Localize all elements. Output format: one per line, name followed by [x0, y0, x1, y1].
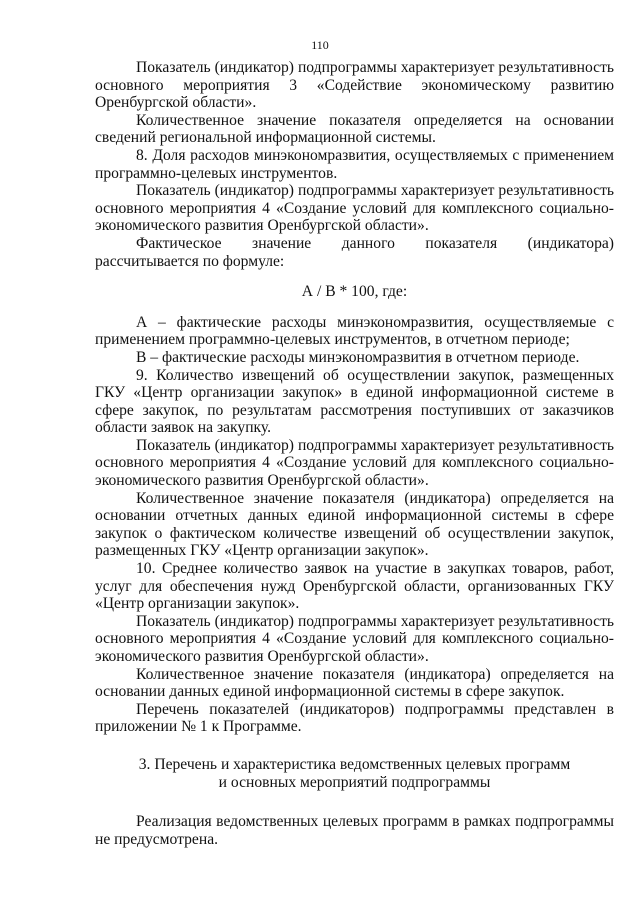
- paragraph: 10. Среднее количество заявок на участие в закупках товаров, работ, услуг для обеспечения нужд Оренбургской области, организованных ГКУ «Центр организации закупок».: [95, 560, 614, 613]
- paragraph: В – фактические расходы минэкономразвития в отчетном периоде.: [136, 348, 580, 366]
- section-heading-line: 3. Перечень и характеристика ведомственных целевых программ: [138, 755, 571, 773]
- paragraph: Перечень показателей (индикаторов) подпрограммы представлен в приложении № 1 к Программе.: [95, 700, 614, 736]
- formula: А / В * 100, где:: [301, 283, 408, 301]
- section-heading-line: и основных мероприятий подпрограммы: [218, 773, 491, 791]
- paragraph: Показатель (индикатор) подпрограммы характеризует результативность основного мероприятия 4 «Создание условий для комплексного социально-экономического развития Оренбургской области».: [95, 436, 614, 490]
- paragraph: 9. Количество извещений об осуществлении закупок, размещенных ГКУ «Центр организации закупок» в единой информационной системе в сфере закупок, по результатам рассмотрения поступивших от заказчиков области заявок на закупку.: [95, 366, 614, 437]
- paragraph: Количественное значение показателя (индикатора) определяется на основании данных единой информационной системы в сфере закупок.: [95, 665, 614, 701]
- page-number: 110: [311, 38, 329, 52]
- section-heading: [95, 756, 614, 791]
- paragraph: Количественное значение показателя определяется на основании сведений региональной информационной системы.: [95, 111, 614, 147]
- paragraph: Показатель (индикатор) подпрограммы характеризует результативность основного мероприятия 4 «Создание условий для комплексного социально-экономического развития Оренбургской области».: [95, 612, 614, 665]
- paragraph: Количественное значение показателя (индикатора) определяется на основании отчетных данных единой информационной системы в сфере закупок о фактическом количестве извещений об осуществлении закупок, размещенных ГКУ «Центр организации закупок».: [95, 489, 614, 560]
- paragraph: А – фактические расходы минэкономразвития, осуществляемые с применением программно-целевых инструментов, в отчетном периоде;: [95, 313, 614, 349]
- paragraph: Показатель (индикатор) подпрограммы характеризует результативность основного мероприятия 4 «Создание условий для комплексного социально-экономического развития Оренбургской области».: [95, 182, 614, 235]
- closing-paragraph: Реализация ведомственных целевых программ в рамках подпрограммы не предусмотрена.: [95, 813, 614, 848]
- paragraph: 8. Доля расходов минэкономразвития, осуществляемых с применением программно-целевых инструментов.: [95, 146, 614, 182]
- document-body: [95, 59, 614, 848]
- paragraph: Показатель (индикатор) подпрограммы характеризует результативность основного мероприятия 3 «Содействие экономическому развитию Оренбургской области».: [95, 59, 614, 112]
- paragraph: Фактическое значение данного показателя (индикатора) рассчитывается по формуле:: [95, 234, 614, 270]
